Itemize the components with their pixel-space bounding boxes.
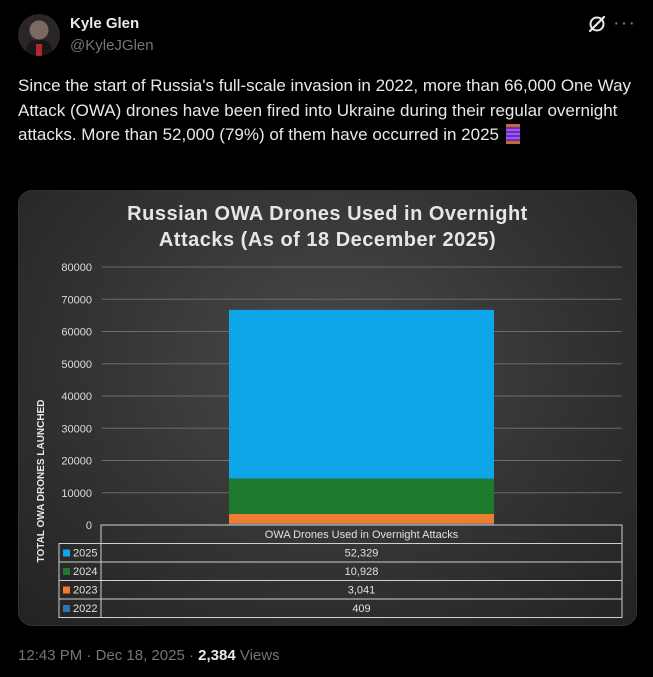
more-options-icon[interactable]: ··· [613,12,636,34]
data-label-2023: 3,041 [347,584,376,597]
legend-swatch-2024 [63,568,70,575]
avatar[interactable] [18,14,60,56]
timestamp-row: 12:43 PM · Dec 18, 2025 · 2,384 Views [18,647,280,664]
data-label-2025: 52,329 [344,547,379,560]
y-tick-label: 20000 [61,455,92,468]
bar-segment-2025 [229,310,494,479]
post-date[interactable]: Dec 18, 2025 [95,647,185,664]
data-label-2022: 409 [352,603,371,615]
legend-label-2022: 2022 [73,603,98,615]
y-tick-label: 10000 [61,487,92,500]
view-count: 2,384 [198,647,236,664]
y-tick-label: 40000 [61,391,92,403]
grok-icon[interactable] [587,14,607,34]
chart-plot [19,191,636,625]
table-row [59,599,622,618]
bar-segment-2023 [229,514,494,524]
y-tick-label: 70000 [61,294,92,307]
bar-segment-2024 [229,479,494,514]
tweet-body: Since the start of Russia's full-scale invasion in 2022, more than 66,000 One Way Attack (OWA) drones have been fired into Ukraine during their regular overnight attacks. More than 52,000 (79%) of them have occurred in 2025 [18,76,632,144]
author-name[interactable]: Kyle Glen [70,15,140,32]
post-time[interactable]: 12:43 PM [18,647,83,664]
avatar-tie [36,44,42,56]
tweet-image[interactable] [18,190,637,626]
y-tick-label: 50000 [61,358,92,371]
y-tick-label: 0 [85,520,92,532]
chart-title-line1: Russian OWA Drones Used in Overnight [127,203,528,225]
legend-swatch-2025 [63,550,70,557]
legend-label-2024: 2024 [73,566,98,578]
spool-of-thread-icon [506,124,520,144]
data-label-2024: 10,928 [344,566,379,578]
table-category-label: OWA Drones Used in Overnight Attacks [264,529,459,541]
tweet-text [18,74,638,148]
y-axis-label: TOTAL OWA DRONES LAUNCHED [36,399,47,563]
legend-swatch-2022 [63,605,70,612]
legend-swatch-2023 [63,587,70,594]
views-label: Views [239,647,280,664]
table-row [59,562,622,581]
chart-title-line2: Attacks (As of 18 December 2025) [158,229,497,251]
legend-label-2023: 2023 [73,584,98,597]
author-handle[interactable]: @KyleJGlen [70,37,154,54]
y-tick-label: 30000 [61,423,92,436]
y-tick-label: 60000 [61,326,92,339]
y-tick-label: 80000 [61,262,92,274]
table-row [59,544,622,563]
legend-label-2025: 2025 [73,547,98,560]
table-row [59,581,622,600]
